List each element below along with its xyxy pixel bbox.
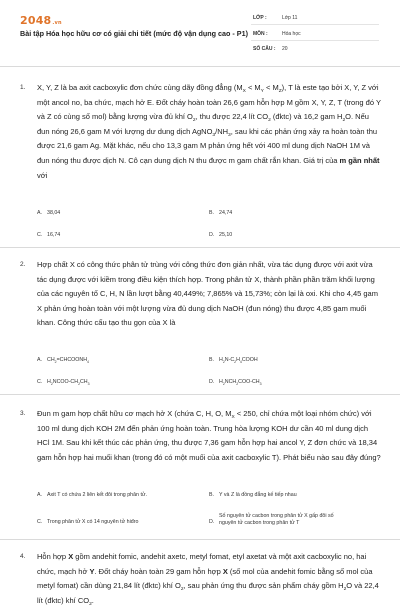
option-text: $H_2NCOO-CH_2CH_3$ [47,379,90,386]
meta-class-value: Lớp 11 [282,15,298,21]
option-text: Số nguyên tử cacbon trong phân tử X gấp đôi số nguyên tử cacbon trong phân tử T [219,513,334,526]
page-header [0,0,400,60]
option-letter: C. [37,232,43,238]
option-letter: D. [209,232,215,238]
question-number: 3. [20,410,26,417]
document-title: Bài tập Hóa học hữu cơ có giải chi tiết (mức độ vận dụng cao - P1) [20,29,248,38]
option-text: $CH_2=CHCOONH_4$ [47,357,89,364]
option-text: $H_2NCH_2COO-CH_3$ [219,379,262,386]
question-text: X, Y, Z là ba axit cacboxylic đơn chức cùng dãy đồng đẳng $(M_X < M_Y < M_Z)$, T là este tạo bởi X, Y, Z với một ancol no, ba chức, mạch hở E. Đốt cháy hoàn toàn 26,6 gam hỗn hợp M gồm X, Y, Z, T (trong đó Y và Z có cùng số mol) bằng lượng vừa đủ khí $O_2$, thu được 22,4 lít $CO_2$ (đktc) và 16,2 gam $H_2O$. Nếu đun nóng 26,6 gam M với lượng dư dung dịch $AgNO_3/NH_3$, sau khi các phản ứng xảy ra hoàn toàn thu được 21,6 gam Ag. Mặt khác, nếu cho 13,3 gam M phản ứng hết với 400 ml dung dịch NaOH 1M và đun nóng thu được dịch N. Cô cạn dung dịch N thu được m gam chất rắn khan. Giá trị của m gần nhất với [37,83,381,180]
meta-class-key: LỚP : [253,15,267,21]
option-letter: A. [37,357,43,363]
meta-count-key: SỐ CÂU : [253,46,276,52]
option-text: Trong phân tử X có 14 nguyên tử hiđro [47,519,139,525]
meta-subject-value: Hóa học [282,31,301,37]
question-divider-3 [0,539,400,540]
question-text: Hỗn hợp X gồm andehit fomic, andehit axetc, metyl fomat, etyl axetat và một axit cacboxylic no, hai chức, mạch hở Y. Đốt cháy hoàn toàn 29 gam hỗn hợp X (số mol của andehit fomic bằng số mol của metyl fomat) cần dùng 21,84 lít (đktc) khí $O_2$, sau phản ứng thu được sản phẩm cháy gồm $H_2O$ và 22,4 lít (đktc) khí $CO_2$. [37,552,379,607]
site-logo[interactable]: 2048.vn [20,14,62,27]
meta-count-value: 20 [282,46,288,52]
option-text: 16,74 [47,232,61,238]
option-letter: B. [209,492,215,498]
option-text: Y và Z là đồng đẳng kế tiếp nhau [219,492,297,498]
option-text: 24,74 [219,210,233,216]
option-letter: D. [209,519,215,525]
option-text: 38,04 [47,210,61,216]
option-letter: C. [37,379,43,385]
question-text: Đun m gam hợp chất hữu cơ mạch hở X (chứa C, H, O, $M_X < 250$, chỉ chứa một loại nhóm chức) với 100 ml dung dịch KOH 2M đến phản ứng hoàn toàn. Trung hòa lượng KOH dư cần 40 ml dung dịch HCl 1M. Sau khi kết thúc các phản ứng, thu được 7,36 gam hỗn hợp hai ancol Y, Z đơn chức và 18,34 gam hỗn hợp hai muối khan (trong đó có một muối của axit cacboxylic T). Phát biểu nào sau đây đúng? [37,409,381,462]
option-letter: A. [37,492,43,498]
option-text: 25,10 [219,232,233,238]
option-letter: B. [209,210,215,216]
option-letter: B. [209,357,215,363]
question-text: Hợp chất X có công thức phân tử trùng với công thức đơn giản nhất, vừa tác dụng được với axit vừa tác dụng được với kiềm trong điều kiện thích hợp. Trong phân tử X, thành phần phần trăm khối lượng của các nguyên tố C, H, N lần lượt bằng 40,449%; 7,865% và 15,73%; còn lại là oxi. Khi cho 4,45 gam X phản ứng hoàn toàn với một lượng vừa đủ dung dịch NaOH (đun nóng) thu được 4,85 gam muối khan. Công thức cấu tạo thu gọn của X là [37,260,378,328]
question-divider-2 [0,394,400,395]
option-text: $H_2N-C_2H_4COOH$ [219,357,258,364]
question-number: 1. [20,84,26,91]
header-divider [0,66,400,67]
option-text: Axit T có chứa 2 liên kết đôi trong phân tử. [47,492,147,498]
option-letter: C. [37,519,43,525]
option-letter: D. [209,379,215,385]
question-number: 4. [20,553,26,560]
question-number: 2. [20,261,26,268]
option-letter: A. [37,210,43,216]
question-divider-1 [0,247,400,248]
meta-subject-key: MÔN : [253,31,268,37]
